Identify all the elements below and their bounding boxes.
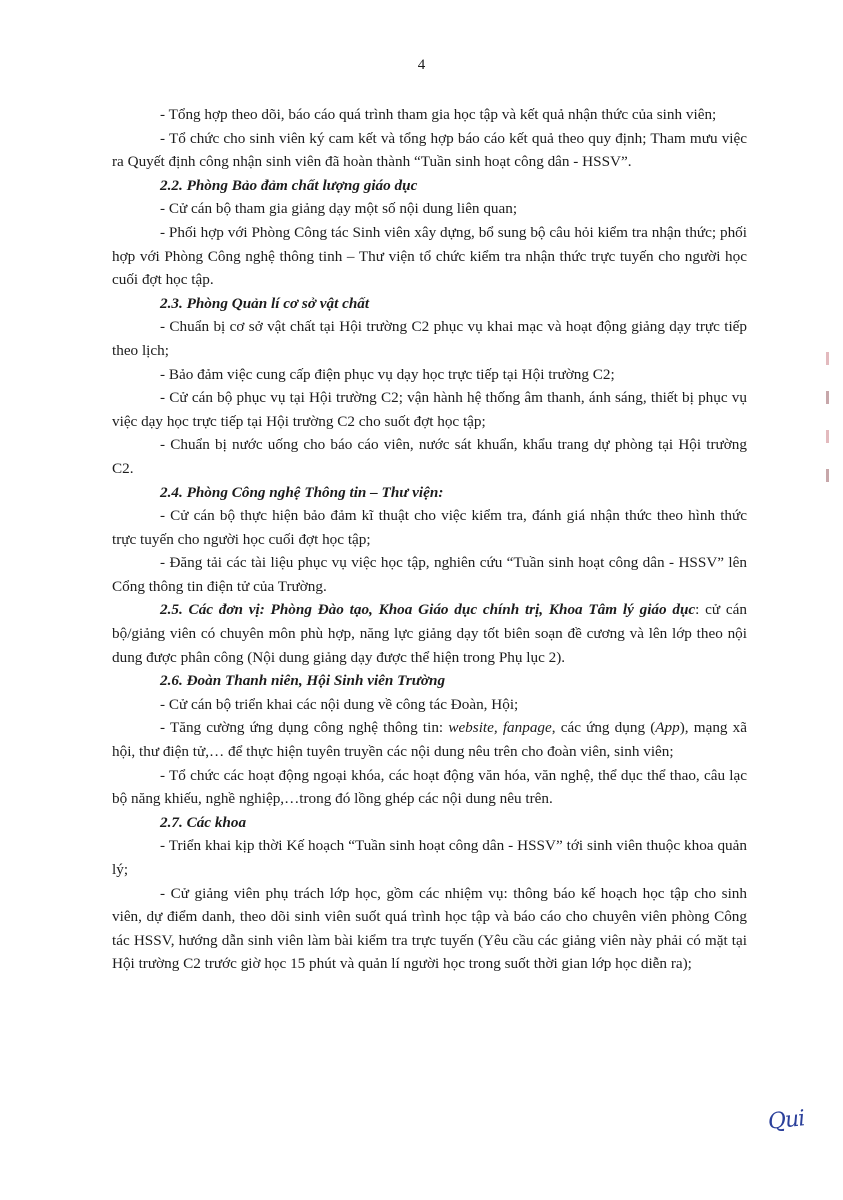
paragraph [112,716,747,763]
paragraph: - Cử cán bộ tham gia giảng dạy một số nội dung liên quan; [160,200,518,218]
paragraph: - Cử cán bộ phục vụ tại Hội trường C2; vận hành hệ thống âm thanh, ánh sáng, thiết bị phục vụ việc dạy học trực tiếp tại Hội trường C2 cho suốt đợt học tập; [112,389,747,430]
text-run: ), mạng xã hội, thư điện tử,… để thực hiện tuyên truyền các nội dung nêu trên cho đoàn viên, sinh viên; [112,719,748,761]
paragraph: - Đăng tải các tài liệu phục vụ việc học tập, nghiên cứu “Tuần sinh hoạt công dân - HSSV” lên Cổng thông tin điện tử của Trường. [112,554,747,595]
margin-stamp-marks [826,352,838,482]
section-heading-2-7: 2.7. Các khoa [160,813,247,831]
paragraph: - Cử giảng viên phụ trách lớp học, gồm các nhiệm vụ: thông báo kế hoạch học tập cho sinh viên, dự điểm danh, theo dõi sinh viên suốt quá trình học tập và báo cáo cho chuyên viên phòng Công tác HSSV, hướng dẫn sinh viên làm bài kiểm tra trực tuyến (Yêu cầu các giảng viên này phải có mặt tại Hội trường C2 trước giờ học 15 phút và quản lí người học trong suốt thời gian lớp học diễn ra); [112,884,747,973]
stamp-mark [826,430,829,443]
italic-run: website, fanpage [448,719,552,737]
document-body [112,103,747,976]
handwritten-initials: Qui [766,1106,806,1135]
page-number: 4 [417,57,426,73]
section-heading-2-3: 2.3. Phòng Quản lí cơ sở vật chất [160,294,370,312]
text-run: , các ứng dụng ( [551,719,656,737]
paragraph: - Tổ chức cho sinh viên ký cam kết và tổng hợp báo cáo kết quả theo quy định; Tham mưu việc ra Quyết định công nhận sinh viên đã hoàn thành “Tuần sinh hoạt công dân - HSSV”. [112,129,747,171]
italic-run: App [655,719,680,737]
section-heading-2-4: 2.4. Phòng Công nghệ Thông tin – Thư viện: [160,483,444,501]
section-heading-2-2: 2.2. Phòng Bảo đảm chất lượng giáo dục [160,176,418,194]
paragraph: - Chuẩn bị cơ sở vật chất tại Hội trường C2 phục vụ khai mạc và hoạt động giảng dạy trực tiếp theo lịch; [112,318,747,359]
paragraph: - Phối hợp với Phòng Công tác Sinh viên xây dựng, bổ sung bộ câu hỏi kiểm tra nhận thức; phối hợp với Phòng Công nghệ thông tinh – Thư viện tổ chức kiểm tra nhận thức trực tuyến cho người học cuối đợt học tập. [112,223,747,289]
section-2-5-paragraph [112,598,747,669]
paragraph: - Chuẩn bị nước uống cho báo cáo viên, nước sát khuẩn, khẩu trang dự phòng tại Hội trường C2. [112,436,747,477]
paragraph: - Cử cán bộ triển khai các nội dung về công tác Đoàn, Hội; [160,695,519,713]
paragraph: - Cử cán bộ thực hiện bảo đảm kĩ thuật cho việc kiểm tra, đánh giá nhận thức theo hình thức trực tuyến cho người học cuối đợt học tập; [112,507,747,548]
section-2-5-text: : cử cán bộ/giảng viên có chuyên môn phù hợp, năng lực giảng dạy tốt biên soạn đề cương và lên lớp theo nội dung được phân công (Nội dung giảng dạy được thể hiện trong Phụ lục 2). [112,601,747,666]
paragraph: - Tổng hợp theo dõi, báo cáo quá trình tham gia học tập và kết quả nhận thức của sinh viên; [160,106,717,123]
paragraph: - Triển khai kịp thời Kế hoạch “Tuần sinh hoạt công dân - HSSV” tới sinh viên thuộc khoa quản lý; [112,837,747,878]
stamp-mark [826,391,829,404]
section-heading-2-5: 2.5. Các đơn vị: Phòng Đào tạo, Khoa Giáo dục chính trị, Khoa Tâm lý giáo dục [160,601,696,619]
text-run: - Tăng cường ứng dụng công nghệ thông tin: [160,719,449,737]
stamp-mark [826,352,829,365]
paragraph: - Bảo đảm việc cung cấp điện phục vụ dạy học trực tiếp tại Hội trường C2; [160,365,615,383]
stamp-mark [826,469,829,482]
section-heading-2-6: 2.6. Đoàn Thanh niên, Hội Sinh viên Trường [160,672,446,690]
paragraph: - Tổ chức các hoạt động ngoại khóa, các hoạt động văn hóa, văn nghệ, thể dục thể thao, câu lạc bộ năng khiếu, nghề nghiệp,…trong đó lồng ghép các nội dung nêu trên. [112,766,747,808]
